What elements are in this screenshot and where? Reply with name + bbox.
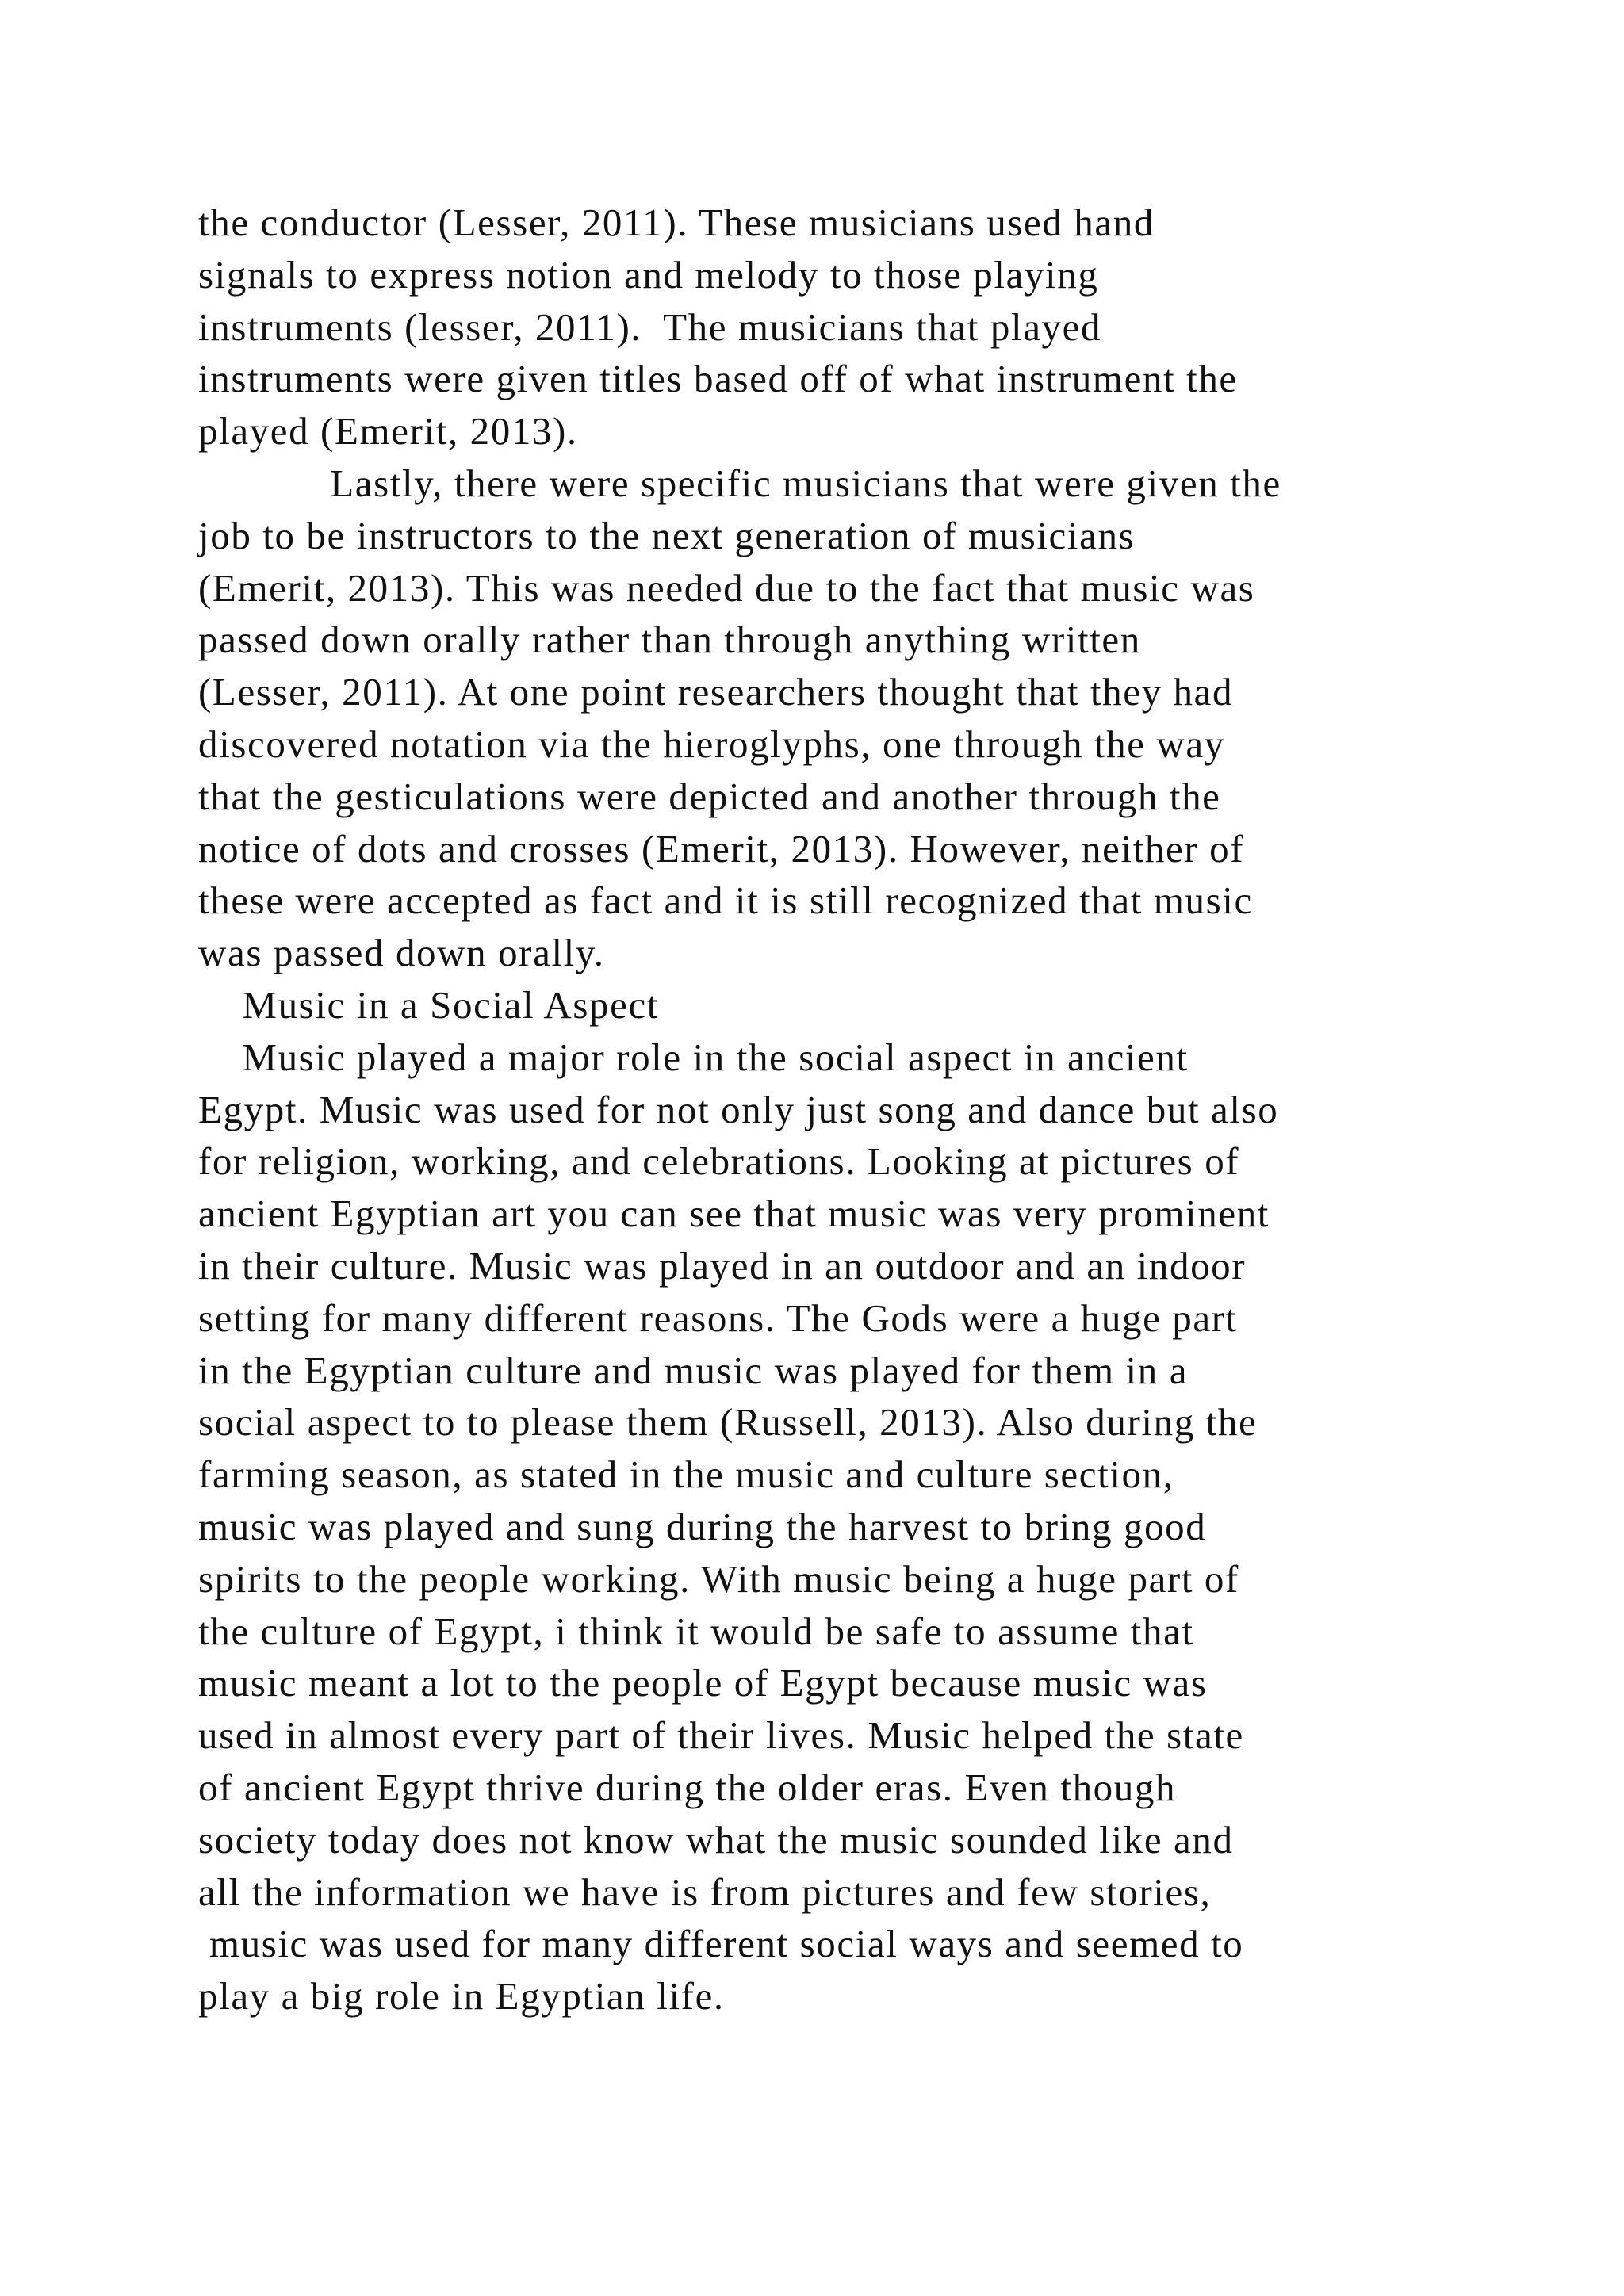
text-line: of ancient Egypt thrive during the older eras. Even though (198, 1765, 1177, 1809)
text-line: instruments were given titles based off of what instrument the (198, 357, 1238, 401)
text-line: farming season, as stated in the music and culture section, (198, 1452, 1174, 1497)
text-line: the conductor (Lesser, 2011). These musicians used hand (198, 201, 1155, 244)
text-line: passed down orally rather than through anything written (198, 618, 1141, 662)
text-line: spirits to the people working. With music being a huge part of (198, 1556, 1239, 1601)
text-line: played (Emerit, 2013). (198, 409, 578, 453)
section-heading: Music in a Social Aspect (198, 982, 660, 1027)
text-line: ancient Egyptian art you can see that music was very prominent (198, 1192, 1270, 1236)
text-line: all the information we have is from pictures and few stories, (198, 1869, 1212, 1914)
text-line: the culture of Egypt, i think it would be safe to assume that (198, 1609, 1194, 1653)
text-line: job to be instructors to the next generation of musicians (198, 513, 1136, 557)
text-line: music was played and sung during the harvest to bring good (198, 1504, 1207, 1548)
text-line: (Lesser, 2011). At one point researchers thought that they had (198, 670, 1234, 714)
text-line: play a big role in Egyptian life. (198, 1974, 725, 2019)
text-line: instruments (lesser, 2011). The musicians that played (198, 304, 1102, 349)
text-line: Lastly, there were specific musicians that were given the (198, 461, 1281, 505)
text-line: Music played a major role in the social aspect in ancient (198, 1035, 1189, 1079)
text-line: Egypt. Music was used for not only just song and dance but also (198, 1087, 1279, 1131)
text-line: music meant a lot to the people of Egypt because music was (198, 1661, 1208, 1705)
text-line: music was used for many different social ways and seemed to (198, 1922, 1244, 1966)
text-line: was passed down orally. (198, 931, 605, 975)
text-line: used in almost every part of their lives. Music helped the state (198, 1713, 1244, 1758)
text-line: society today does not know what the music sounded like and (198, 1817, 1234, 1862)
text-line: these were accepted as fact and it is still recognized that music (198, 878, 1253, 923)
text-line: social aspect to to please them (Russell, 2013). Also during the (198, 1400, 1258, 1445)
text-line: in their culture. Music was played in an outdoor and an indoor (198, 1243, 1247, 1288)
document-body (198, 197, 1451, 2022)
text-line: signals to express notion and melody to those playing (198, 252, 1099, 297)
text-line: (Emerit, 2013). This was needed due to the fact that music was (198, 565, 1255, 610)
text-line: that the gesticulations were depicted and another through the (198, 774, 1221, 818)
text-line: setting for many different reasons. The Gods were a huge part (198, 1295, 1238, 1340)
text-line: for religion, working, and celebrations. Looking at pictures of (198, 1139, 1240, 1184)
text-line: discovered notation via the hieroglyphs, one through the way (198, 721, 1225, 766)
text-line: notice of dots and crosses (Emerit, 2013). However, neither of (198, 826, 1245, 871)
text-line: in the Egyptian culture and music was played for them in a (198, 1348, 1189, 1392)
